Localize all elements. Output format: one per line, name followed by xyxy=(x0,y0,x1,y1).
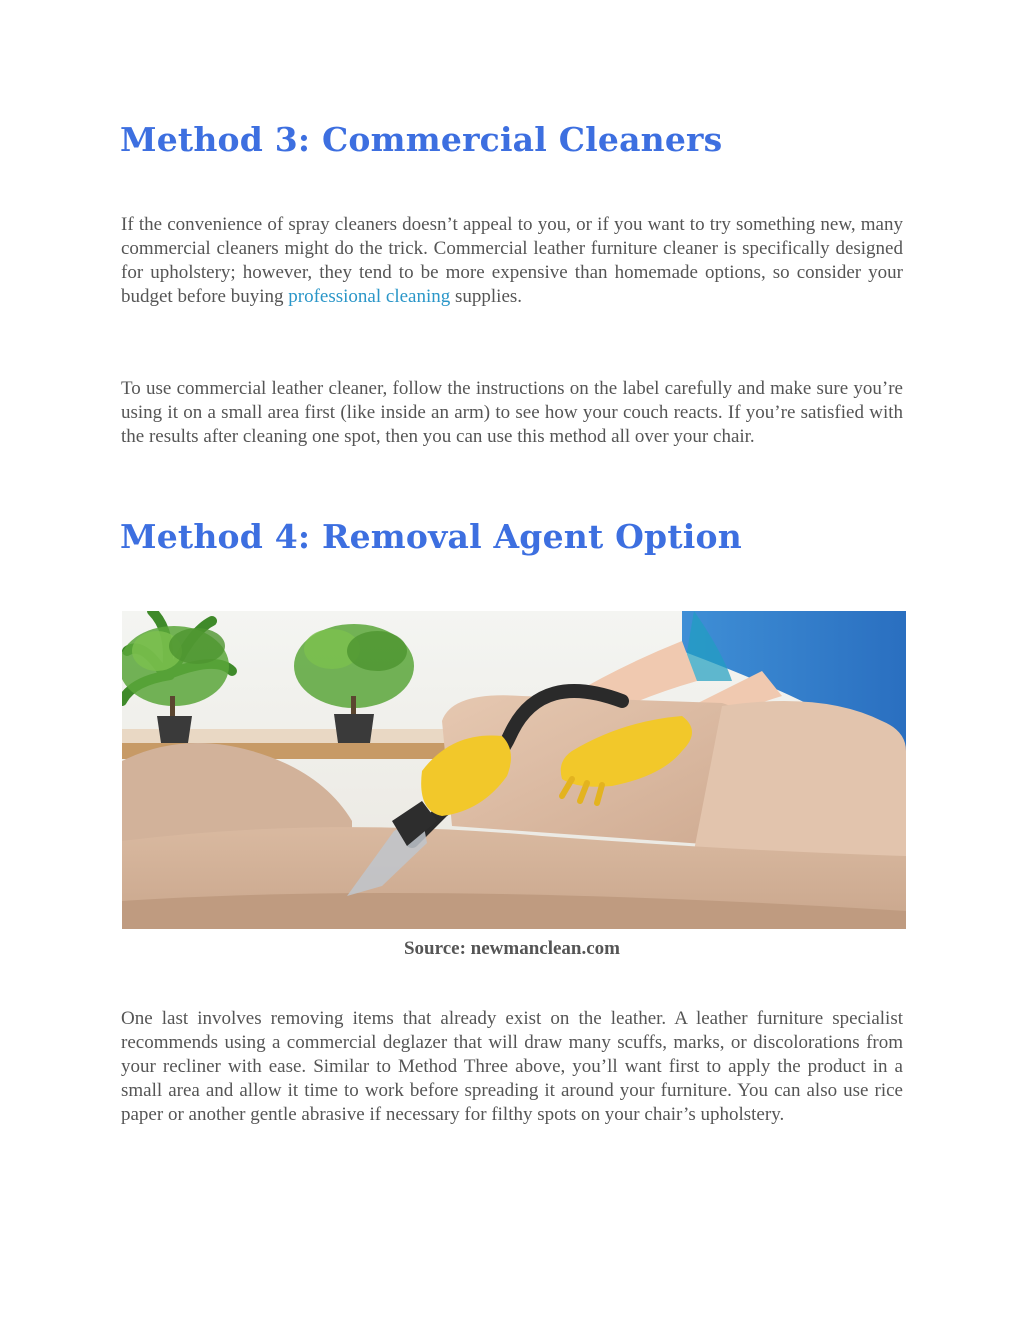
section-heading-method-4: Method 4: Removal Agent Option xyxy=(120,517,742,556)
sofa-cleaning-illustration xyxy=(122,611,906,929)
professional-cleaning-link[interactable]: professional cleaning xyxy=(288,286,451,307)
paragraph-commercial-cleaner-usage: To use commercial leather cleaner, follow the instructions on the label carefully and make sure you’re using it on a small area first (like inside an arm) to see how your couch reacts. If you’re satisfied with the results after cleaning one spot, then you can use this method all over your chair. xyxy=(121,378,903,447)
paragraph-commercial-cleaners-intro xyxy=(121,213,903,309)
sofa-cleaning-photo xyxy=(122,611,906,929)
paragraph-text: If the convenience of spray cleaners doesn’t appeal to you, or if you want to try something new, many commercial cleaners might do the trick. Commercial leather furniture cleaner is specifically designed for upholstery; however, they tend to be more expensive than homemade options, so consider your budget before buying xyxy=(121,214,903,307)
sofa-side-cushion xyxy=(692,701,906,871)
section-heading-method-3: Method 3: Commercial Cleaners xyxy=(120,120,723,159)
paragraph-removal-agent: One last involves removing items that already exist on the leather. A leather furniture specialist recommends using a commercial deglazer that will draw many scuffs, marks, or discolorations from your recliner with ease. Similar to Method Three above, you’ll want first to apply the product in a small area and allow it time to work before spreading it around your furniture. You can also use rice paper or another gentle abrasive if necessary for filthy spots on your chair’s upholstery. xyxy=(121,1008,903,1125)
image-source-caption: Source: newmanclean.com xyxy=(403,938,620,959)
paragraph-text: supplies. xyxy=(450,286,523,307)
